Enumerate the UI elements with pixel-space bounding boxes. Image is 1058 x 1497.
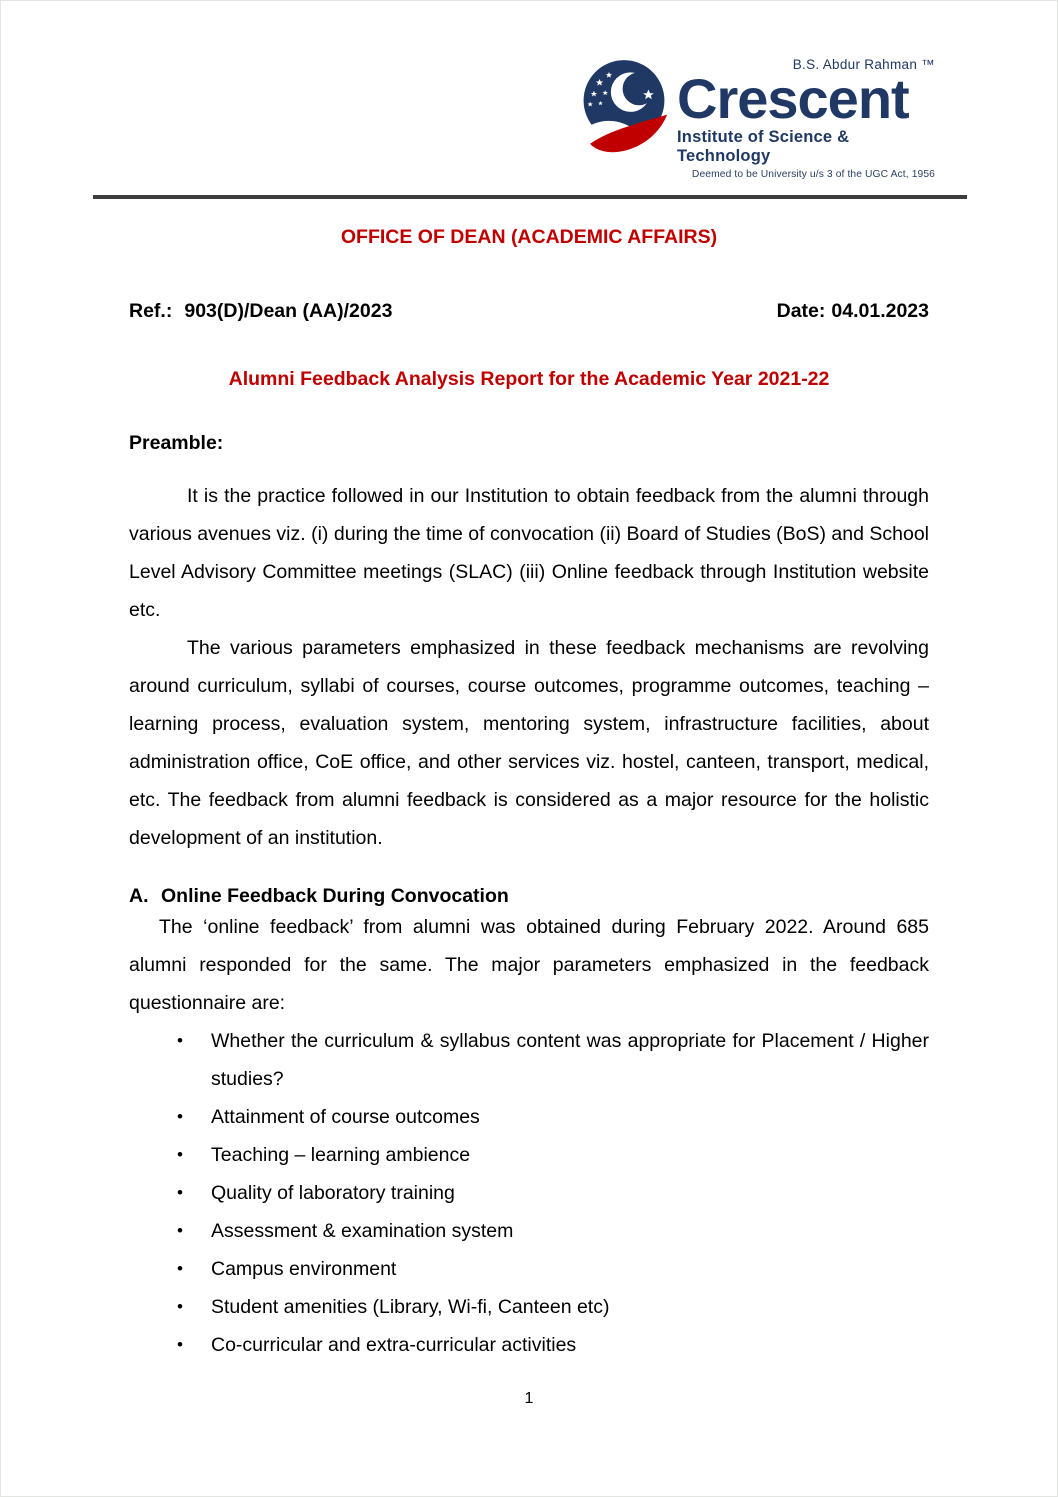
section-a-heading [129,885,929,908]
preamble-paragraph-1: It is the practice followed in our Institution to obtain feedback from the alumni through various avenues viz. (i) during the time of convocation (ii) Board of Studies (BoS) and School Level Advisory Committee meetings (SLAC) (iii) Online feedback through Institution website etc. [129,484,929,621]
bullet-icon: • [177,1334,183,1354]
list-item: • Quality of laboratory training [177,1174,929,1212]
letterhead-divider [93,195,967,199]
preamble-paragraph-2: The various parameters emphasized in these feedback mechanisms are revolving around curriculum, syllabi of courses, course outcomes, programme outcomes, teaching – learning process, evaluation system, mentoring system, infrastructure facilities, about administration office, CoE office, and other services viz. hostel, canteen, transport, medical, etc. The feedback from alumni feedback is considered as a major resource for the holistic development of an institution. [129,636,929,849]
ref-label: Ref.: [129,299,173,322]
crescent-moon-stars-emblem [577,57,671,161]
list-item: • Co-curricular and extra-curricular activities [177,1326,929,1364]
document-date [777,300,929,323]
bullet-icon: • [177,1296,183,1316]
date-value: 04.01.2023 [831,299,929,322]
logo-subtitle: Institute of Science & Technology [677,127,850,165]
section-a-intro: The ‘online feedback’ from alumni was obtained during February 2022. Around 685 alumni responded for the same. The major parameters emphasized in the feedback questionnaire are: [129,915,929,1014]
feedback-parameter-list [177,1022,929,1364]
list-item: • Whether the curriculum & syllabus content was appropriate for Placement / Higher studies? [177,1022,929,1098]
bullet-icon: • [177,1030,183,1050]
logo-brand-name: Crescent [677,67,909,130]
list-item: • Attainment of course outcomes [177,1098,929,1136]
page-number: 1 [524,1390,534,1407]
office-title: OFFICE OF DEAN (ACADEMIC AFFAIRS) [340,225,718,248]
list-item: • Teaching – learning ambience [177,1136,929,1174]
letterhead [1,1,1057,323]
institution-logo [1,1,1057,180]
section-a-label: A. [129,884,149,907]
section-a-title: Online Feedback During Convocation [161,884,509,907]
logo-tagline: Deemed to be University u/s 3 of the UGC Act, 1956 [691,168,935,180]
list-item: • Campus environment [177,1250,929,1288]
content-area [129,432,929,1364]
document-title: Alumni Feedback Analysis Report for the Academic Year 2021-22 [228,367,830,390]
document-body [1,368,1057,1364]
date-label: Date: [776,299,826,322]
logo-trademark-name: B.S. Abdur Rahman ™ [792,57,935,72]
bullet-icon: • [177,1106,183,1126]
bullet-icon: • [177,1182,183,1202]
bullet-icon: • [177,1220,183,1240]
logo-text-block [677,57,935,180]
ref-value: 903(D)/Dean (AA)/2023 [184,299,393,322]
reference-row [129,300,929,323]
list-item: • Assessment & examination system [177,1212,929,1250]
reference-number [129,300,392,323]
list-item: • Student amenities (Library, Wi-fi, Canteen etc) [177,1288,929,1326]
preamble-heading: Preamble: [129,431,224,454]
bullet-icon: • [177,1144,183,1164]
bullet-icon: • [177,1258,183,1278]
